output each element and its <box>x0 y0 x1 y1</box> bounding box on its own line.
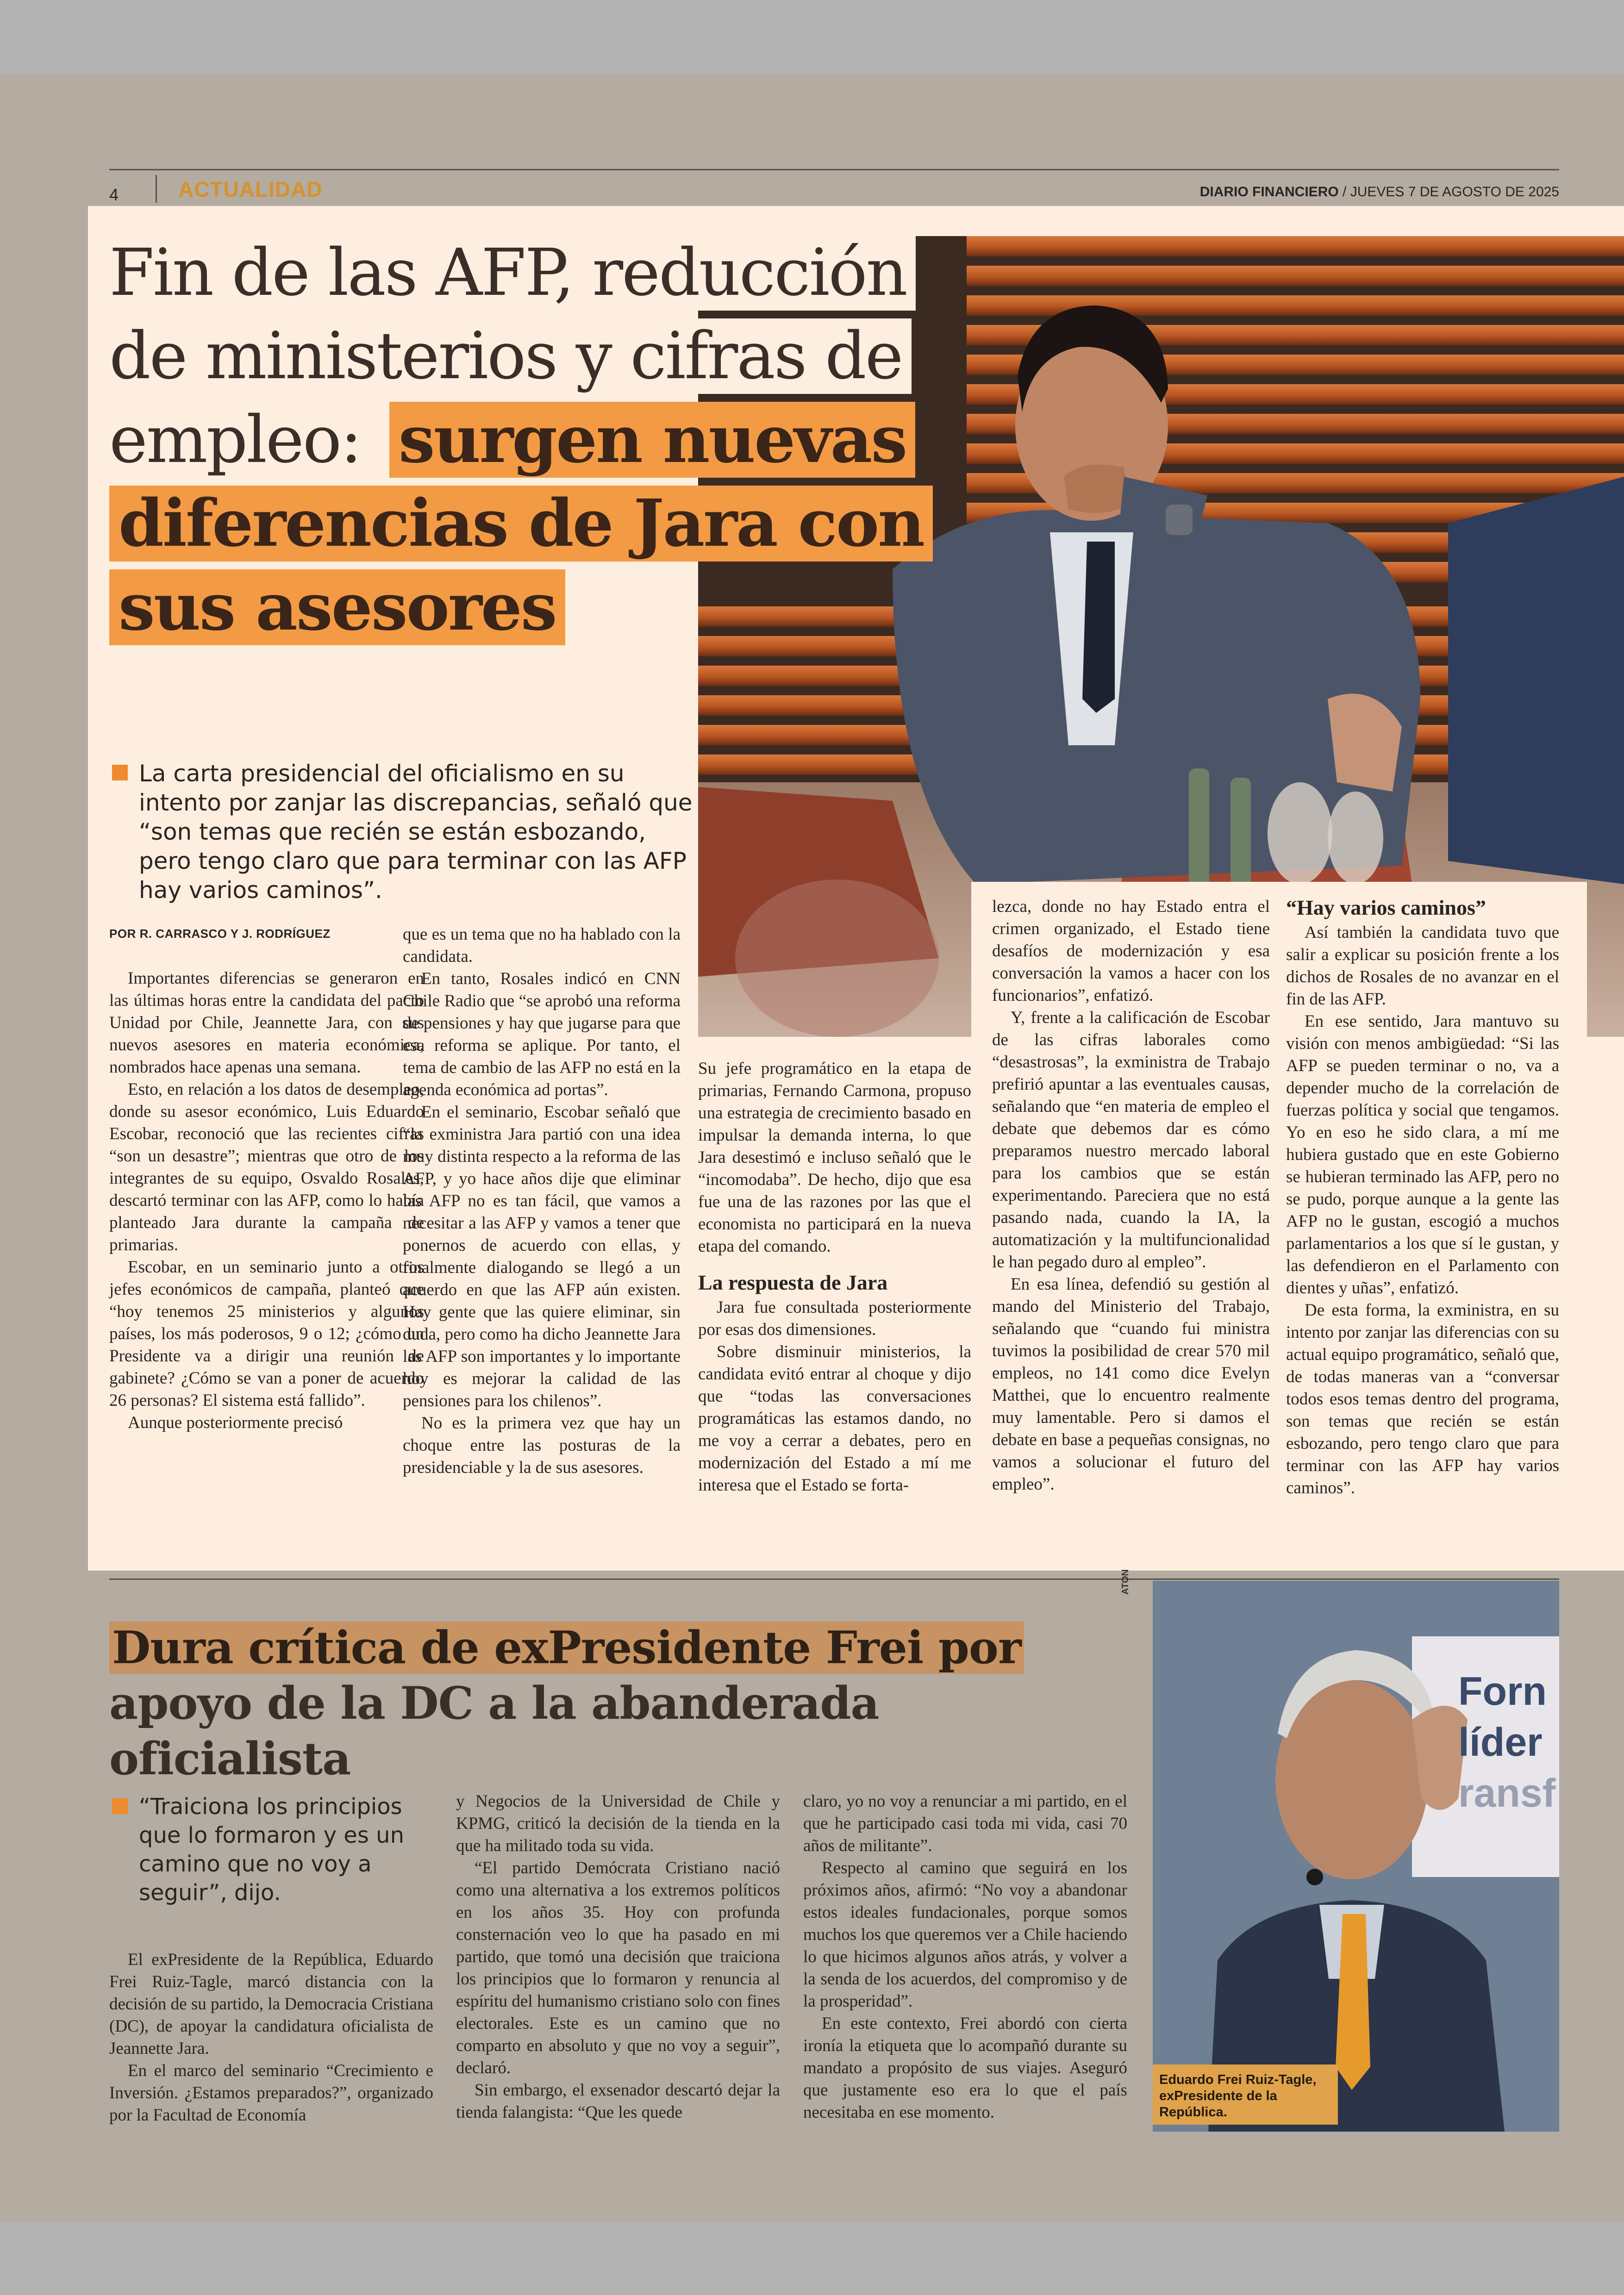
lede-frei: “Traiciona los principios que lo formaron y es un camino que no voy a seguir”, dijo. <box>139 1794 404 1906</box>
header-rule <box>109 169 1559 170</box>
paragraph: claro, yo no voy a renunciar a mi partido, en el que he participado casi toda mi vida, casi 70 años de militante”. <box>803 1792 1127 1855</box>
paragraph: Importantes diferencias se generaron en las últimas horas entre la candidata del pacto Unidad por Chile, Jeannette Jara, con sus nuevos asesores en materia económica, nombrados hace apenas una semana. <box>109 969 424 1077</box>
frei-column-1 <box>109 1949 433 2127</box>
lede-bullet <box>112 765 128 780</box>
headline-light: Fin de las AFP, reducción de ministerios y cifras de empleo: <box>109 235 916 478</box>
body-column-5 <box>1286 896 1559 1499</box>
backdrop-text: líder <box>1458 1720 1543 1765</box>
paragraph: Aunque posteriormente precisó <box>128 1413 343 1432</box>
body-column-1 <box>109 967 424 1434</box>
paragraph: El exPresidente de la República, Eduardo Frei Ruiz-Tagle, marcó distancia con la decisión de su partido, la Democracia Cristiana (DC), de apoyar la candidatura oficialista de Jeannette Jara. <box>109 1950 433 2058</box>
paragraph: En este contexto, Frei abordó con cierta ironía la etiqueta que lo acompañó durante su mandato a propósito de sus viajes. Aseguró que justamente eso era lo que el país necesitaba en ese momento. <box>803 2014 1127 2122</box>
paragraph: Respecto al camino que seguirá en los próximos años, afirmó: “No voy a abandonar estos ideales fundacionales, porque somos muchos los que queremos ver a Chile haciendo lo que hicimos algunos años atrás, y volver a la senda de los acuerdos, del compromiso y de la prosperidad”. <box>803 1858 1127 2011</box>
paragraph: De esta forma, la exministra, en su intento por zanjar las diferencias con su actual equipo programático, señaló que, de todas maneras van a “conversar todos esos temas dentro del programa, son temas que recién se están esbozando, pero tengo claro que para terminar con las AFP hay varios caminos”. <box>1286 1301 1559 1497</box>
paragraph: Y, frente a la calificación de Escobar de las cifras laborales como “desastrosas”, la exministra de Trabajo prefirió apuntar a las eventuales causas, señalando que “en materia de empleo el debate que debemos dar es cómo preparamos nuestro mercado laboral para los cambios que se están experimentando. Pareciera que no está pasando nada, cuando la IA, la automatización y la multifuncionalidad le han pegado duro al empleo”. <box>992 1008 1270 1272</box>
headline-frei-light: apoyo de la DC a la abanderada oficialista <box>109 1677 879 1785</box>
article-divider <box>109 1578 1559 1580</box>
paragraph: En tanto, Rosales indicó en CNN Chile Radio que “se aprobó una reforma de pensiones y hay que jugarse para que esa reforma se aplique. Por tanto, el tema de cambio de las AFP no está en la agenda económica ad portas”. <box>403 969 681 1099</box>
photo-caption: Eduardo Frei Ruiz-Tagle, exPresidente de la República. <box>1159 2072 1317 2120</box>
paragraph: Así también la candidata tuvo que salir a explicar su posición frente a los dichos de Rosales de no avanzar en el fin de las AFP. <box>1286 923 1559 1009</box>
subhead-caminos: “Hay varios caminos” <box>1286 896 1486 919</box>
headline-bold: surgen nuevas diferencias de Jara con sus asesores <box>109 402 933 645</box>
lede-frei-bullet <box>112 1798 128 1814</box>
publication-date: / JUEVES 7 DE AGOSTO DE 2025 <box>1338 184 1559 200</box>
body-column-2 <box>403 923 681 1479</box>
paragraph: Su jefe programático en la etapa de primarias, Fernando Carmona, propuso una estrategia de crecimiento basado en impulsar la demanda interna, lo que Jara desestimó e incluso señaló que le “incomodaba”. De hecho, dijo que esa fue una de las razones por las que el economista no participará en la nueva etapa del comando. <box>698 1059 971 1256</box>
photo-credit: ATON <box>1120 1569 1131 1595</box>
paragraph: En el seminario, Escobar señaló que “la exministra Jara partió con una idea muy distinta respecto a la reforma de las AFP, y yo hace años dije que eliminar las AFP no es tan fácil, que vamos a necesitar a las AFP y vamos a tener que ponernos de acuerdo con ellas, y finalmente dialogando se llegó a un acuerdo en que las AFP aún existen. Hay gente que las quiere eliminar, sin duda, pero como ha dicho Jeannette Jara las AFP son importantes y lo importante hoy es mejorar la calidad de las pensiones para los chilenos”. <box>403 1103 681 1410</box>
paragraph: y Negocios de la Universidad de Chile y KPMG, criticó la decisión de la tienda en la que ha militado toda su vida. <box>456 1792 780 1855</box>
lede: La carta presidencial del oficialismo en su intento por zanjar las discrepancias, señaló que “son temas que recién se están esbozando, pero tengo claro que para terminar con las AFP hay varios caminos”. <box>139 760 693 904</box>
headline-frei <box>109 1620 1128 1787</box>
paragraph: Esto, en relación a los datos de desempleo, donde su asesor económico, Luis Eduardo Escobar, reconoció que las recientes cifras “son un desastre”; mientras que otro de los integrantes de su equipo, Osvaldo Rosales, descartó terminar con las AFP, como lo había planteado Jara durante la campaña de primarias. <box>109 1080 424 1254</box>
photo-caption-box <box>1153 2064 1338 2125</box>
paragraph: Sobre disminuir ministerios, la candidata evitó entrar al choque y dijo que “todas las conversaciones programáticas las estamos dando, no me voy a cerrar a debates, pero en modernización del Estado a mí me interesa que el Estado se forta- <box>698 1342 971 1495</box>
paragraph: lezca, donde no hay Estado entra el crimen organizado, el Estado tiene desafíos de modernización y esa conversación la vamos a hacer con los funcionarios”, enfatizó. <box>992 897 1270 1005</box>
backdrop-text: Forn <box>1458 1669 1547 1714</box>
body-column-3 <box>698 1058 971 1497</box>
byline: POR R. CARRASCO Y J. RODRÍGUEZ <box>109 927 331 941</box>
photo-frei <box>1153 1581 1559 2132</box>
headline <box>109 231 989 649</box>
header-separator <box>156 175 157 203</box>
paragraph: En ese sentido, Jara mantuvo su visión con menos ambigüedad: “Si las AFP se pueden terminar o no, va a depender mucho de la correlación de fuerzas política y social que tengamos. Yo en eso he sido clara, a mí me hubiera gustado que en este Gobierno se hubieran terminado las AFP, pero no se pudo, porque aunque a la gente las AFP no le gustan, escogió a muchos parlamentarios a los que sí le gustan, y las defendieron en el Parlamento con dientes y uñas”, enfatizó. <box>1286 1012 1559 1297</box>
paragraph: “El partido Demócrata Cristiano nació como una alternativa a los extremos políticos en los años 35. Hoy con profunda consternación veo lo que ha pasado en mi partido, que tomó una decisión que traiciona los principios que lo formaron y renuncia al espíritu del humanismo cristiano solo con fines electorales. Este es un camino que no comparto en absoluto y que no voy a seguir”, declaró. <box>456 1858 780 2077</box>
subhead-respuesta: La respuesta de Jara <box>698 1271 888 1294</box>
section-label: ACTUALIDAD <box>178 177 323 201</box>
publication-name: DIARIO FINANCIERO <box>1199 184 1339 200</box>
paragraph: Jara fue consultada posteriormente por esas dos dimensiones. <box>698 1298 971 1339</box>
backdrop-text: ransf <box>1458 1771 1556 1815</box>
paragraph: En esa línea, defendió su gestión al mando del Ministerio del Trabajo, señalando que “cuando fui ministra tuvimos la posibilidad de crear 570 mil empleos, no 141 como dice Evelyn Matthei, que lo encuentro realmente muy lamentable. Pero si damos el debate en base a pequeñas consignas, no vamos a solucionar el futuro del empleo”. <box>992 1275 1270 1494</box>
masthead <box>1200 184 1559 200</box>
frei-column-3 <box>803 1790 1127 2124</box>
page-number: 4 <box>109 185 119 204</box>
body-column-4 <box>992 896 1270 1496</box>
frei-column-2 <box>456 1790 780 2124</box>
paragraph: que es un tema que no ha hablado con la candidata. <box>403 925 681 966</box>
paragraph: En el marco del seminario “Crecimiento e Inversión. ¿Estamos preparados?”, organizado por la Facultad de Economía <box>109 2061 433 2125</box>
headline-frei-bold: Dura crítica de exPresidente Frei por <box>109 1621 1024 1674</box>
paragraph: Escobar, en un seminario junto a otros jefes económicos de campaña, planteó que “hoy tenemos 25 ministerios y algunos países, los más poderosos, 9 o 12; ¿cómo un Presidente va a dirigir una reunión de gabinete? ¿Cómo se van a poner de acuerdo 26 personas? El sistema está fallido”. <box>109 1258 424 1410</box>
paragraph: Sin embargo, el exsenador descartó dejar la tienda falangista: “Que les quede <box>456 2081 780 2122</box>
paragraph: No es la primera vez que hay un choque entre las posturas de la presidenciable y la de sus asesores. <box>403 1414 681 1477</box>
